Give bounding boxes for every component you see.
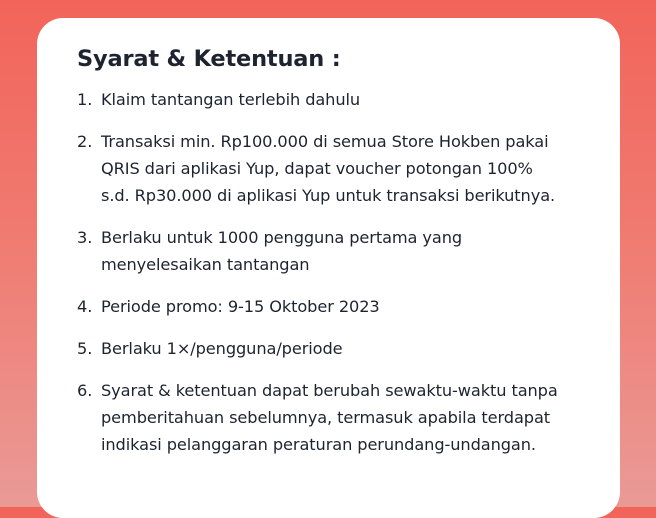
terms-item-6	[77, 377, 590, 458]
terms-item-number: 2.	[77, 132, 93, 151]
terms-list	[77, 86, 590, 458]
terms-item-1	[77, 86, 590, 113]
terms-item-number: 5.	[77, 339, 93, 358]
terms-item-number: 4.	[77, 297, 93, 316]
terms-item-text: Klaim tantangan terlebih dahulu	[101, 90, 361, 109]
terms-item-number: 1.	[77, 90, 93, 109]
terms-item-text: Transaksi min. Rp100.000 di semua Store Hokben pakai QRIS dari aplikasi Yup, dapat voucher potongan 100% s.d. Rp30.000 di aplikasi Yup untuk transaksi berikutnya.	[101, 132, 556, 205]
terms-item-text: Syarat & ketentuan dapat berubah sewaktu-waktu tanpa pemberitahuan sebelumnya, termasuk apabila terdapat indikasi pelanggaran peraturan perundang-undangan.	[101, 381, 558, 454]
terms-item-number: 3.	[77, 228, 93, 247]
terms-title: Syarat & Ketentuan :	[77, 46, 341, 72]
terms-item-5	[77, 335, 590, 362]
terms-item-4	[77, 293, 590, 320]
terms-item-text: Berlaku 1×/pengguna/periode	[101, 339, 343, 358]
terms-item-3	[77, 224, 590, 278]
terms-item-2	[77, 128, 590, 209]
terms-item-text: Periode promo: 9-15 Oktober 2023	[101, 297, 380, 316]
terms-card	[37, 18, 620, 518]
terms-item-text: Berlaku untuk 1000 pengguna pertama yang menyelesaikan tantangan	[101, 228, 463, 274]
terms-item-number: 6.	[77, 381, 93, 400]
